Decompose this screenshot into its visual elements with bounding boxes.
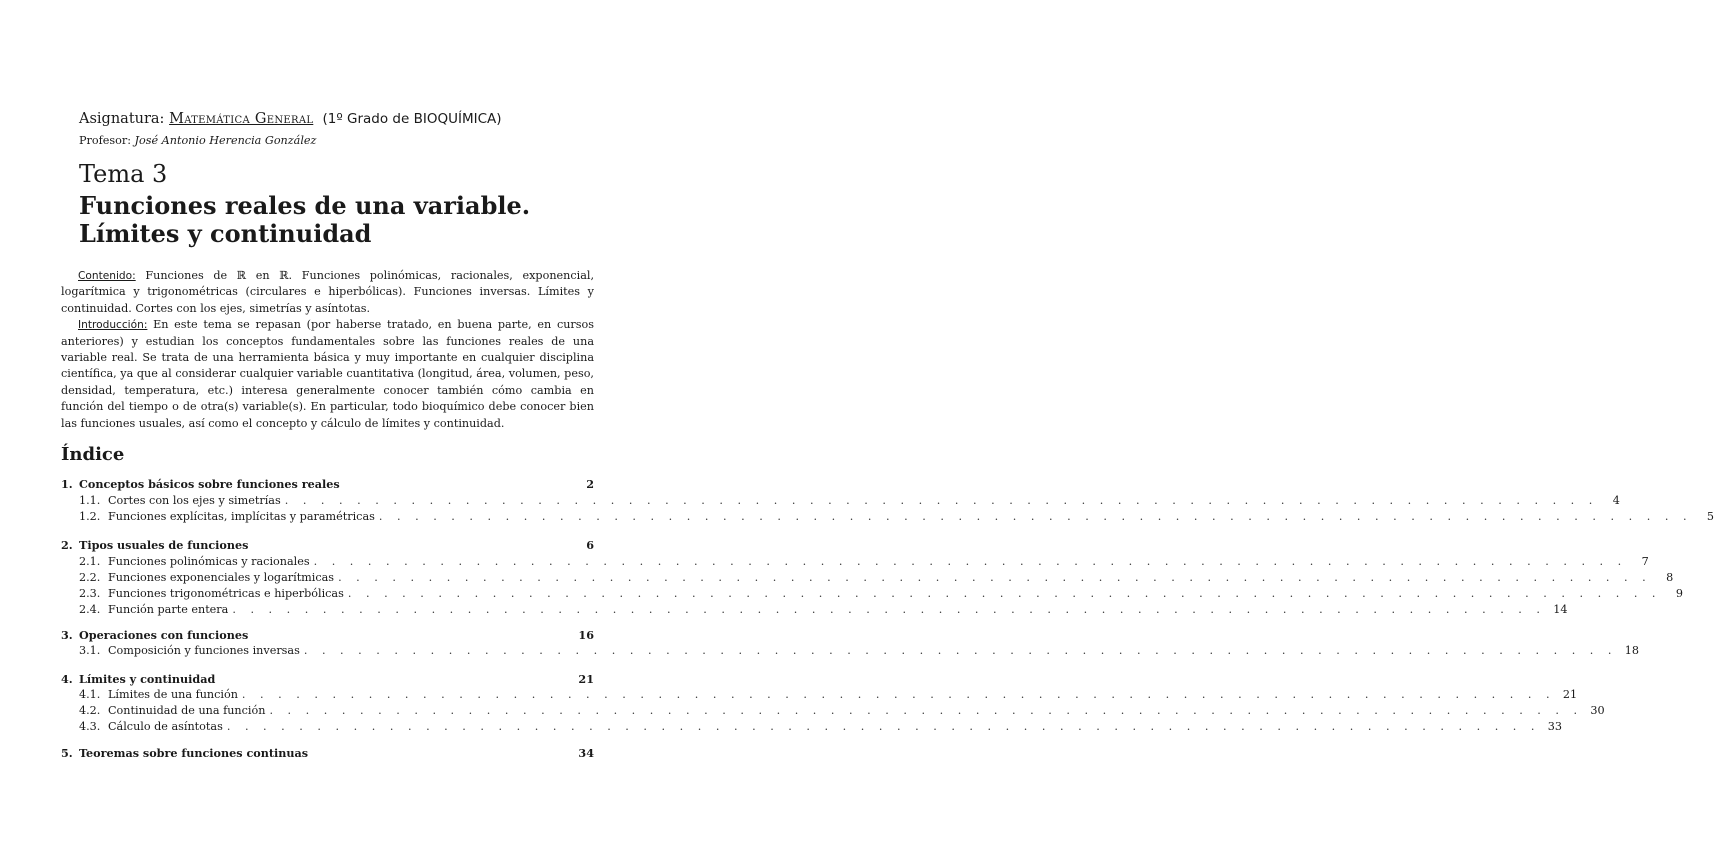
toc-subsection[interactable] (79, 704, 1605, 720)
toc-section-number: 1. (61, 477, 73, 491)
toc-section-title: Conceptos básicos sobre funciones reales (79, 477, 340, 491)
tema-label: Tema 3 (79, 160, 168, 188)
introduccion-text: En este tema se repasan (por haberse tratado, en buena parte, en cursos anteriores) y estudian los conceptos fundamentales sobre las funciones reales de una variable real. Se trata de una herramienta básica y muy importante en cualquier disciplina científica, ya que al considerar cualquier variable cuantitativa (longitud, área, volumen, peso, densidad, temperatura, etc.) interesa generalmente conocer también cómo cambia en función del tiempo o de otra(s) variable(s). En particular, todo bioquímico debe conocer bien las funciones usuales, así como el concepto y cálculo de límites y continuidad. (61, 318, 594, 430)
toc-subsection-number: 4.1. (79, 688, 101, 701)
toc-subsection-title: Cálculo de asíntotas (108, 720, 227, 733)
toc-section[interactable] (61, 628, 594, 644)
abstract (61, 268, 594, 432)
toc-subsection-number: 2.3. (79, 587, 101, 600)
introduccion-paragraph (61, 317, 594, 432)
toc-leader-dots: . . . . . . . . . . . . . . . . . . . . . . . . . . . . . . . . . . . . . . . . . . . . . . . . . . . . . . . . . . . . . . . . . . . . . . . . . (269, 704, 1583, 717)
contenido-paragraph (61, 268, 594, 317)
toc-leader-dots: . . . . . . . . . . . . . . . . . . . . . . . . . . . . . . . . . . . . . . . . . . . . . . . . . . . . . . . . . . . . . . . . . . . . . . . . . (241, 688, 1556, 701)
toc-subsection-title: Función parte entera (108, 603, 232, 616)
toc-section-number: 3. (61, 628, 73, 642)
toc-section-page: 34 (578, 746, 594, 760)
toc-leader-dots: . . . . . . . . . . . . . . . . . . . . . . . . . . . . . . . . . . . . . . . . . . . . . . . . . . . . . . . . . . . . . . . . . . . . . . . . . (378, 510, 1693, 523)
toc-leader-dots: . . . . . . . . . . . . . . . . . . . . . . . . . . . . . . . . . . . . . . . . . . . . . . . . . . . . . . . . . . . . . . . . . . . . . . . . . (226, 720, 1540, 733)
toc-subsection[interactable] (79, 510, 1714, 526)
course-header (79, 111, 502, 127)
toc-subsection-page: 21 (1562, 688, 1578, 701)
toc-section-number: 4. (61, 672, 73, 686)
toc-section-title: Teoremas sobre funciones continuas (79, 746, 309, 760)
toc-section-page: 6 (586, 538, 594, 552)
toc-subsection[interactable] (79, 494, 1620, 510)
toc-subsection-page: 18 (1624, 644, 1639, 657)
toc-section-title: Tipos usuales de funciones (79, 538, 249, 552)
toc-section-title: Operaciones con funciones (79, 628, 249, 642)
toc-subsection-page: 33 (1547, 720, 1562, 733)
toc-subsection-page: 9 (1675, 587, 1683, 600)
asignatura-label: Asignatura: (79, 111, 165, 127)
profesor-name: José Antonio Herencia González (134, 134, 317, 147)
toc-subsection-page: 14 (1553, 603, 1568, 616)
toc-subsection[interactable] (79, 644, 1639, 660)
toc-subsection[interactable] (79, 720, 1562, 736)
toc-subsection-title: Funciones polinómicas y racionales (108, 555, 314, 568)
toc-leader-dots: . . . . . . . . . . . . . . . . . . . . . . . . . . . . . . . . . . . . . . . . . . . . . . . . . . . . . . . . . . . . . . . . . . . . . . . . . (303, 644, 1617, 657)
toc-subsection-page: 8 (1666, 571, 1674, 584)
toc-section-number: 2. (61, 538, 73, 552)
indice-heading: Índice (61, 444, 125, 465)
toc-subsection-title: Funciones explícitas, implícitas y paramétricas (108, 510, 379, 523)
profesor-label: Profesor: (79, 134, 131, 147)
toc-leader-dots: . . . . . . . . . . . . . . . . . . . . . . . . . . . . . . . . . . . . . . . . . . . . . . . . . . . . . . . . . . . . . . . . . . . . . . . . . (284, 494, 1598, 507)
toc-subsection-number: 3.1. (79, 644, 101, 657)
toc-subsection-title: Funciones trigonométricas e hiperbólicas (108, 587, 348, 600)
toc-leader-dots: . . . . . . . . . . . . . . . . . . . . . . . . . . . . . . . . . . . . . . . . . . . . . . . . . . . . . . . . . . . . . . . . . . . . . . . . . (347, 587, 1661, 600)
toc-subsection[interactable] (79, 555, 1649, 571)
toc-subsection-page: 4 (1612, 494, 1620, 507)
toc-subsection-title: Límites de una función (108, 688, 242, 701)
toc-section[interactable] (61, 746, 594, 762)
toc-section[interactable] (61, 477, 594, 493)
toc-subsection-title: Cortes con los ejes y simetrías (108, 494, 285, 507)
toc-subsection-number: 2.4. (79, 603, 101, 616)
toc-leader-dots: . . . . . . . . . . . . . . . . . . . . . . . . . . . . . . . . . . . . . . . . . . . . . . . . . . . . . . . . . . . . . . . . . . . . . . . . . (338, 571, 1652, 584)
toc-section-page: 21 (578, 672, 594, 686)
title-line-2: Límites y continuidad (79, 219, 372, 248)
page-title (79, 192, 530, 248)
toc-subsection-number: 2.2. (79, 571, 101, 584)
toc-subsection-title: Composición y funciones inversas (108, 644, 304, 657)
toc-subsection-number: 1.1. (79, 494, 101, 507)
toc-subsection[interactable] (79, 587, 1683, 603)
toc-section[interactable] (61, 538, 594, 554)
toc-section-page: 2 (586, 477, 594, 491)
grade-label: (1º Grado de BIOQUÍMICA) (322, 111, 502, 127)
toc-subsection-number: 2.1. (79, 555, 101, 568)
toc-subsection-page: 5 (1706, 510, 1714, 523)
toc-subsection-title: Continuidad de una función (108, 704, 269, 717)
introduccion-label: Introducción: (78, 319, 148, 332)
toc-section-page: 16 (578, 628, 594, 642)
toc-section[interactable] (61, 672, 594, 688)
toc-subsection[interactable] (79, 603, 1568, 619)
course-name: Matemática General (169, 111, 314, 127)
title-line-1: Funciones reales de una variable. (79, 191, 531, 220)
toc-subsection-title: Funciones exponenciales y logarítmicas (108, 571, 338, 584)
professor-line (79, 134, 316, 147)
toc-subsection[interactable] (79, 571, 1674, 587)
toc-section-title: Límites y continuidad (79, 672, 216, 686)
toc-section-number: 5. (61, 746, 73, 760)
toc-subsection-number: 1.2. (79, 510, 101, 523)
toc-subsection-page: 30 (1590, 704, 1605, 717)
toc-leader-dots: . . . . . . . . . . . . . . . . . . . . . . . . . . . . . . . . . . . . . . . . . . . . . . . . . . . . . . . . . . . . . . . . . . . . . . . . . (232, 603, 1546, 616)
toc-subsection[interactable] (79, 688, 1578, 704)
toc-subsection-number: 4.3. (79, 720, 101, 733)
contenido-text: Funciones de ℝ en ℝ. Funciones polinómicas, racionales, exponencial, logarítmica y trigonométricas (circulares e hiperbólicas). Funciones inversas. Límites y continuidad. Cortes con los ejes, simetrías y asíntotas. (61, 269, 594, 315)
toc-subsection-number: 4.2. (79, 704, 101, 717)
toc-subsection-page: 7 (1641, 555, 1649, 568)
toc-leader-dots: . . . . . . . . . . . . . . . . . . . . . . . . . . . . . . . . . . . . . . . . . . . . . . . . . . . . . . . . . . . . . . . . . . . . . . . . . (313, 555, 1627, 568)
contenido-label: Contenido: (78, 270, 136, 282)
